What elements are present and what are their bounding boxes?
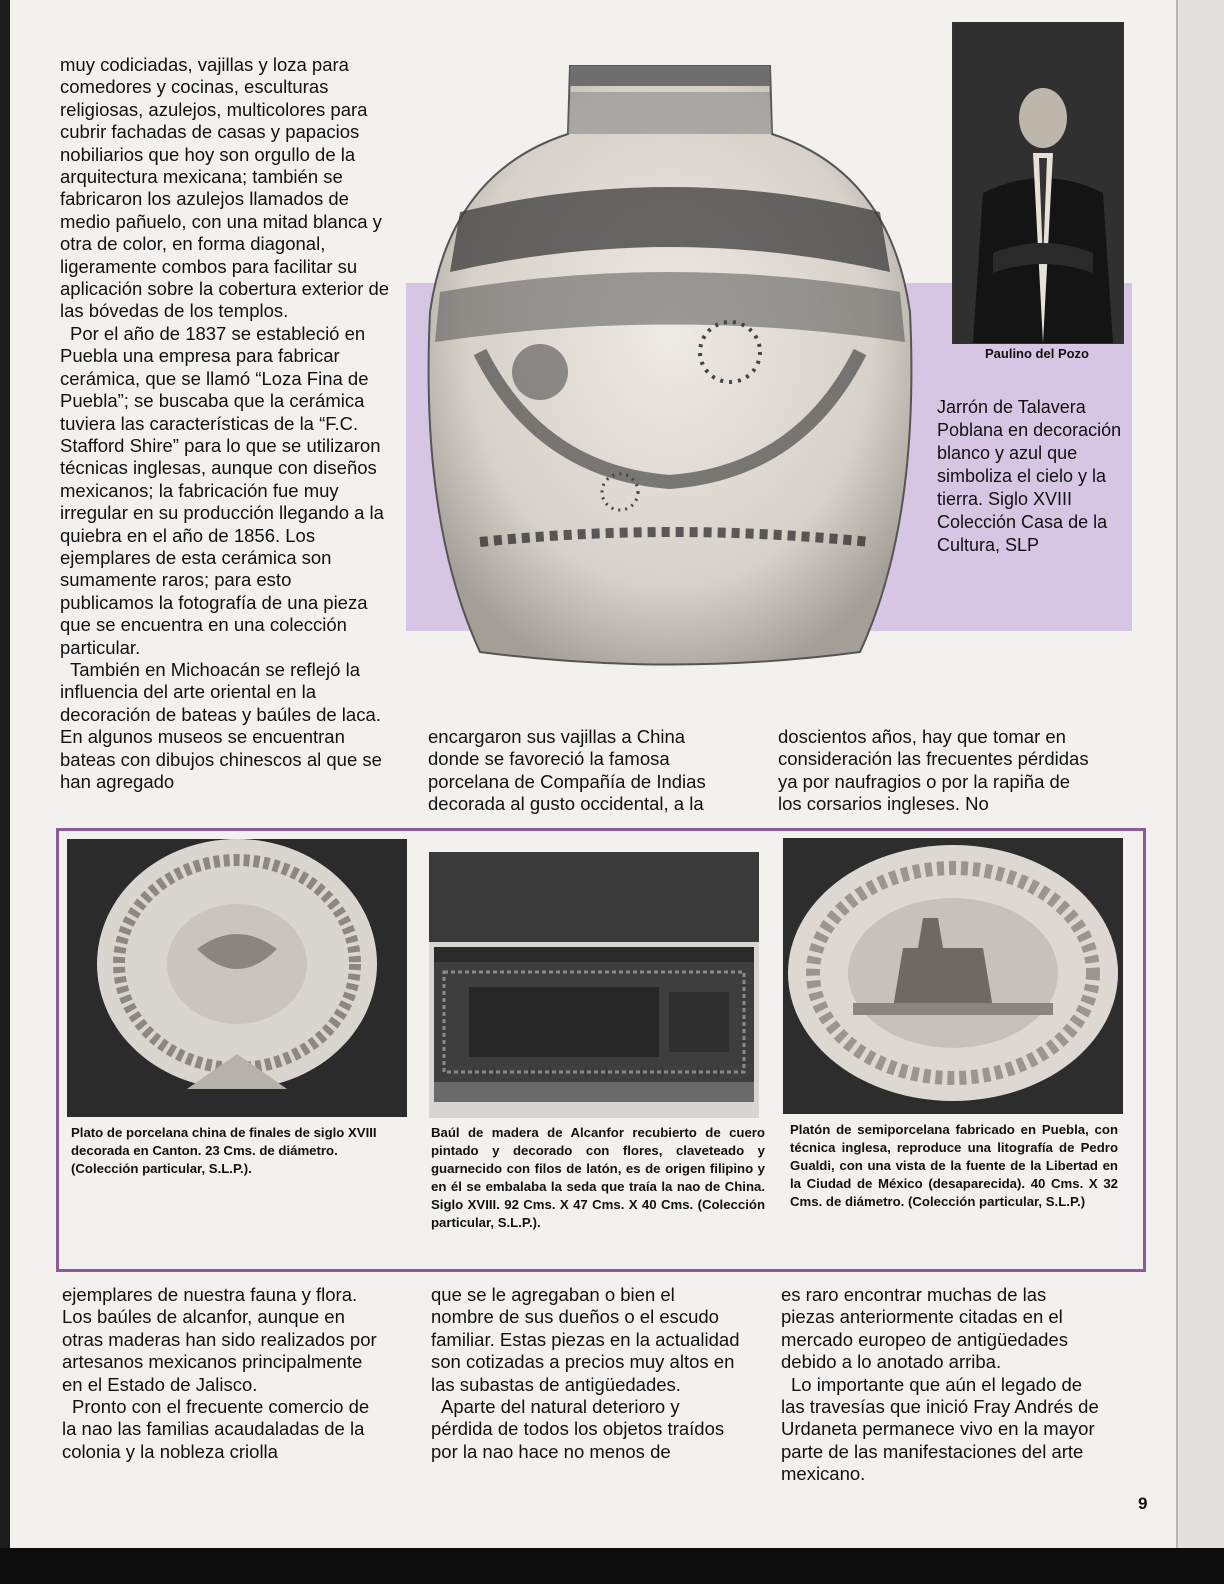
- column-right-top: [778, 726, 1098, 816]
- column-right-bottom: [781, 1284, 1101, 1486]
- column-mid-top: [428, 726, 733, 816]
- portrait-caption: Paulino del Pozo: [984, 346, 1089, 361]
- paragraph: Aparte del natural deterioro y pérdida de todos los objetos traídos por la nao hace no menos de: [431, 1396, 725, 1462]
- paragraph: doscientos años, hay que tomar en consideración las frecuentes pérdidas ya por naufragios o por la rapiña de los corsarios ingleses. No: [778, 726, 1089, 815]
- photo-caption-chest: Baúl de madera de Alcanfor recubierto de cuero pintado y decorado con flores, claveteado y guarnecido con filos de latón, es de origen filipino y en él se embalaba la seda que traía la nao de China. Siglo XVIII. 92 Cms. X 47 Cms. X 40 Cms. (Colección particular, S.L.P.).: [431, 1125, 765, 1230]
- paragraph: Lo importante que aún el legado de las travesías que inició Fray Andrés de Urdaneta permanece vivo en la mayor parte de las manifestaciones del arte mexicano.: [781, 1373, 1099, 1485]
- page-edge-right: [1176, 0, 1224, 1584]
- semiporcelain-platter-photo: [783, 838, 1123, 1114]
- column-left-bottom: [62, 1284, 377, 1463]
- paragraph: encargaron sus vajillas a China donde se favoreció la famosa porcelana de Compañía de Indias decorada al gusto occidental, a la: [428, 726, 706, 815]
- column-mid-bottom: [431, 1284, 741, 1463]
- portrait-photo: [952, 22, 1124, 344]
- page-number: 9: [1138, 1494, 1148, 1513]
- talavera-vase-photo: [420, 52, 920, 672]
- paragraph: que se le agregaban o bien el nombre de sus dueños o el escudo familiar. Estas piezas en la actualidad son cotizadas a precios muy altos en las subastas de antigüedades.: [431, 1284, 740, 1395]
- paragraph: ejemplares de nuestra fauna y flora. Los baúles de alcanfor, aunque en otras maderas han sido realizados por artesanos mexicanos principalmente en el Estado de Jalisco.: [62, 1284, 377, 1395]
- photo-caption-platter: Platón de semiporcelana fabricado en Puebla, con técnica inglesa, reproduce una litografía de Pedro Gualdi, con una vista de la fuente de la Libertad en la Ciudad de México (desaparecida). 40 Cms. X 32 Cms. de diámetro. (Colección particular, S.L.P.): [790, 1122, 1118, 1209]
- camphor-chest-photo: [429, 852, 759, 1118]
- paragraph: es raro encontrar muchas de las piezas anteriormente citadas en el mercado europeo de antigüedades debido a lo anotado arriba.: [781, 1284, 1068, 1373]
- photo-caption-plate: Plato de porcelana china de finales de siglo XVIII decorada en Canton. 23 Cms. de diámetro. (Colección particular, S.L.P.).: [71, 1125, 377, 1176]
- paragraph: Pronto con el frecuente comercio de la nao las familias acaudaladas de la colonia y la nobleza criolla: [62, 1396, 370, 1462]
- vase-caption: Jarrón de Talavera Poblana en decoración blanco y azul que simboliza el cielo y la tierra. Siglo XVIII Colección Casa de la Cultura, SLP: [937, 397, 1122, 555]
- column-left-top: [60, 54, 390, 793]
- page-edge-left: [0, 0, 10, 1584]
- paragraph: Por el año de 1837 se estableció en Puebla una empresa para fabricar cerámica, que se llamó “Loza Fina de Puebla”; se buscaba que la cerámica tuviera las características de la “F.C. Stafford Shire” para lo que se utilizaron técnicas inglesas, aunque con diseños mexicanos; la fabricación fue muy irregular en su producción llegando a la quiebra en el año de 1856. Los ejemplares de esta cerámica son sumamente raros; para esto publicamos la fotografía de una pieza que se encuentra en una colección particular.: [60, 322, 384, 658]
- page-edge-bottom: [0, 1548, 1224, 1584]
- porcelain-plate-photo: [67, 839, 407, 1117]
- paragraph: muy codiciadas, vajillas y loza para comedores y cocinas, esculturas religiosas, azulejos, multicolores para cubrir fachadas de casas y papacios nobiliarios que hoy son orgullo de la arquitectura mexicana; también se fabricaron los azulejos llamados de medio pañuelo, con una mitad blanca y otra de color, en forma diagonal, ligeramente combos para facilitar su aplicación sobre la cobertura exterior de las bóvedas de los templos.: [60, 54, 390, 322]
- paragraph: También en Michoacán se reflejó la influencia del arte oriental en la decoración de bateas y baúles de laca. En algunos museos se encuentran bateas con dibujos chinescos al que se han agregado: [60, 658, 382, 792]
